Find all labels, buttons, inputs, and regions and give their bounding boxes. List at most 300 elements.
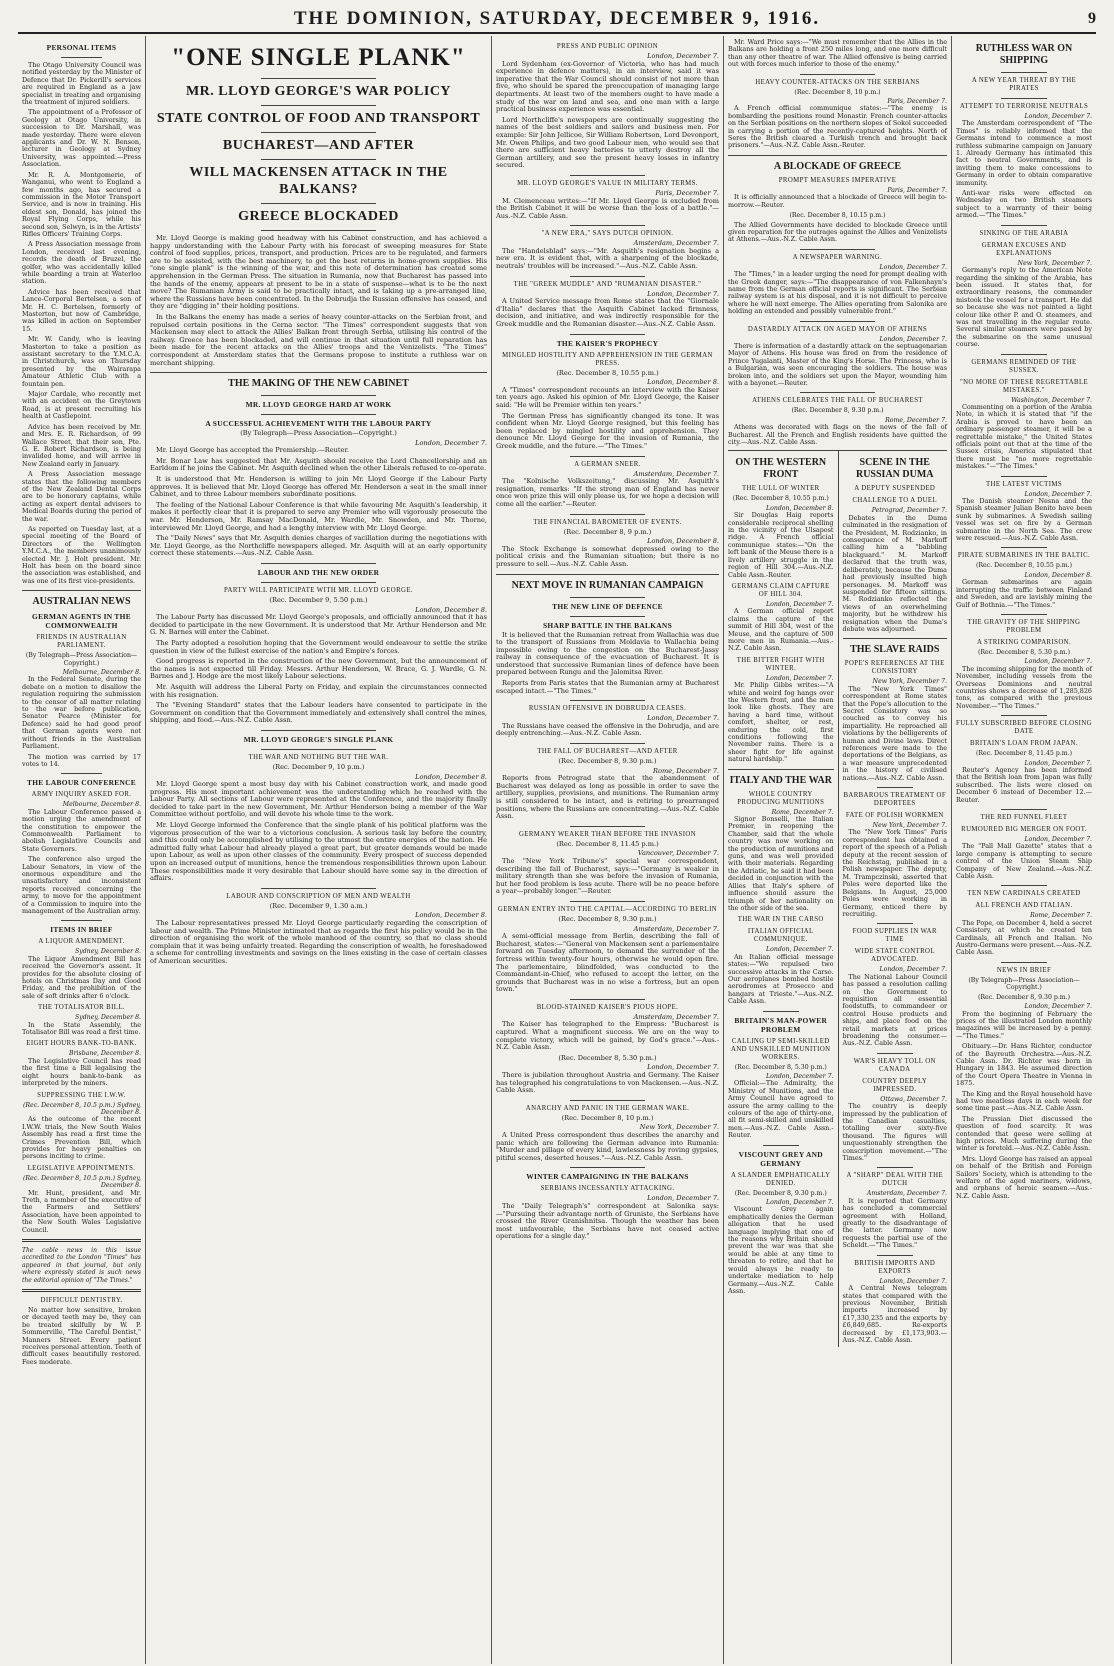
masthead bbox=[18, 6, 1096, 34]
section-heading: GERMANS REMINDED OF THE SUSSEX. bbox=[971, 358, 1077, 374]
headline-deck: WILL MACKENSEN ATTACK IN THE BALKANS? bbox=[189, 165, 448, 197]
article-paragraph: A Central News telegram states that compared with the previous November, British imports increased by £17,330,235 and the exports by £6,849,685. Re-exports decreased by £1,173,903.—Aus.-N.Z. Cable Assn. bbox=[842, 1284, 947, 1344]
article-paragraph: Mr. Lloyd George is making good headway with his Cabinet construction, and has achieved a happy understanding with the Labour Party with his forecast of sweeping measures for State control of food supplies, prices, transport, and production. Prices are to be regulated, and farmers are to be assisted, with the best machinery, to get the best returns in home-grown supplies. His "one single plank" is the winning of the war, and this note of determination has created some apprehension in the German Press. The situation in Rumania, now that Bucharest has passed into the hands of the enemy, appears at present to be in a state of suspense—what is to be the next move? The Rumanian Army is said to be practically intact, and is taking up a pre-arranged line, where the Russians have been concentrated. In the Dobrudja the Russian offensive has ceased, and they are "digging in" their holding positions. bbox=[150, 234, 487, 311]
article-paragraph: There is information of a dastardly attack on the septuagenarian Mayor of Athens. His house was fired on from the residence of Prince Yugalanti, Master of the King's Horse. The Princess, who is a Bulgarian, was seen encouraging the soldiers. The house was broken into, and the soldiers set upon the Mayor, wounding him with a bayonet.—Reuter. bbox=[728, 341, 947, 387]
article-paragraph: A Press Association message states that the following members of the New Zealand Dental Corps are to be honorary captains, while acting as expert dental advisers to Medical Boards during the period of the war. bbox=[22, 470, 141, 523]
dateline: Ottawa, December 7. bbox=[880, 1095, 947, 1103]
article-paragraph: The Pope, on December 4, held a secret Consistory, at which he created ten Cardinals, all French and Italian. No Austro-Germans were present.—Aus.-N.Z. Cable Assn. bbox=[956, 918, 1092, 957]
subheading: GERMAN AGENTS IN THE COMMONWEALTH bbox=[32, 612, 131, 631]
article-paragraph: Major Cardale, who recently met with an accident on the Greytown Road, is at present recruiting his health at Castlepoint. bbox=[22, 390, 141, 421]
received-time: (Rec. December 8, 11.45 p.m.) bbox=[556, 839, 659, 848]
advertisement-text: No matter how sensitive, broken or decayed teeth may be, they can be treated skilfully by W. P. Sommerville, "The Careful Dentist," Manners Street. Every patient receives personal attention. Teeth of difficult cases beautifully restored. Fees moderate. bbox=[22, 1306, 141, 1366]
article-paragraph: The German Press has significantly changed its tone. It was confident when Mr. Lloyd George resigned, but this feeling has been replaced by mingled hostility and apprehension. They denounce Mr. Lloyd George for the invasion of Rumania, the Greek muddle, and the future.—"The Times." bbox=[496, 411, 719, 450]
article-paragraph: The Stock Exchange is somewhat depressed owing to the political crisis and the Rumanian situation; but there is no pressure to sell.—Aus.-N.Z. Cable Assn. bbox=[496, 544, 719, 568]
dateline: London, December 8. bbox=[647, 537, 719, 546]
article-paragraph: The National Labour Council has passed a resolution calling on the Government to requisition all essential foodstuffs, to commandeer or control House products and ships, and place food on the retail markets at prices broadening the consumer.—Aus.-N.Z. Cable Assn. bbox=[842, 972, 947, 1048]
divider bbox=[22, 1239, 141, 1242]
divider bbox=[1001, 547, 1047, 548]
dateline: London, December 7. bbox=[647, 52, 719, 60]
subheading: SUPPRESSING THE I.W.W. bbox=[37, 1091, 126, 1099]
section-heading: NEXT MOVE IN RUMANIAN CAMPAIGN bbox=[511, 579, 704, 591]
article-paragraph: Official:—The Admiralty, the Ministry of Munitions, and the Army Council have agreed to assure the army calling to the colours of the age of thirty-one, all fit semi-skilled and unskilled men.—Aus.-N.Z. Cable Assn.-Reuter. bbox=[728, 1079, 834, 1140]
section-heading: A BLOCKADE OF GREECE bbox=[773, 160, 902, 172]
divider bbox=[261, 414, 376, 415]
section-heading: A NEWSPAPER WARNING. bbox=[792, 253, 883, 261]
received-time: (Rec. December 8, 9.30 p.m.) bbox=[558, 757, 657, 766]
article-paragraph: The "Pall Mall Gazette" states that a large company is attempting to secure control of the Union Steam Ship Company of New Zealand.—Aus.-N.Z. Cable Assn. bbox=[956, 842, 1092, 881]
article-paragraph: The motion was carried by 17 votes to 14. bbox=[22, 752, 141, 768]
article-paragraph: The King and the Royal household have had two meatless days in each week for some time past.—Aus.-N.Z. Cable Assn. bbox=[956, 1089, 1092, 1113]
received-time: (Rec. December 8, 11.45 p.m.) bbox=[975, 750, 1073, 758]
subheading: ALL FRENCH AND ITALIAN. bbox=[975, 902, 1073, 910]
article-paragraph: Obituary.—Dr. Hans Richter, conductor of the Bayreuth Orchestra.—Aus.-N.Z. Cable Assn. Dr. Richter was born in Hungary in 1843. He assumed direction of the Court Opera Theatre in Vienna in 1875. bbox=[956, 1042, 1092, 1088]
received-time: (Rec. December 8, 9.30 p.m.) bbox=[734, 1189, 827, 1197]
dateline: Amsterdam, December 7. bbox=[633, 239, 719, 248]
section-heading: RUTHLESS WAR ON SHIPPING bbox=[975, 43, 1073, 66]
received-time: (Rec. December 9, 10 p.m.) bbox=[272, 762, 365, 771]
column-1 bbox=[18, 36, 146, 1664]
divider bbox=[61, 920, 101, 921]
subheading: ATTEMPT TO TERRORISE NEUTRALS bbox=[959, 103, 1089, 110]
divider bbox=[261, 730, 376, 731]
article-paragraph: Mr. Philip Gibbs writes:—"A white and weird fog hangs over the Western front, and the men look like ghosts. They are having a hard time, without comfort, shelter, or rest, enduring the cold, first conditions following the November rains. There is a sheer fight for life against natural hardship." bbox=[728, 681, 834, 764]
received-time: (Rec. December 8, 5.30 p.m.) bbox=[977, 648, 1071, 656]
dateline: New York, December 7. bbox=[639, 1123, 719, 1132]
subheading: A STRIKING COMPARISON. bbox=[976, 638, 1072, 646]
divider bbox=[570, 616, 646, 617]
article-paragraph: The "Daily News" says that Mr. Asquith denies charges of vacillation during the negotiations with Mr. Lloyd George, as the Northcliffe newspapers alleged. Mr. Asquith will at an early opportunity correct these statements.—Aus.-N.Z. Cable Assn. bbox=[150, 534, 487, 558]
divider bbox=[570, 334, 646, 335]
divider bbox=[1001, 614, 1047, 615]
divider bbox=[570, 999, 646, 1000]
article-paragraph: A United Press correspondent thus describes the anarchy and panic which are following the German advance into Rumania: "Murder and pillage of every kind, lawlessness by roving gypsies, pitiful scenes, deserted houses."—Aus.-N.Z. Cable Assn. bbox=[496, 1131, 719, 1162]
subheading: LEGISLATIVE APPOINTMENTS. bbox=[27, 1164, 136, 1172]
article-paragraph: The "Times," in a leader urging the need for prompt dealing with the Greek danger, says:—"The disappearance of von Falkenhayn's name from the German official reports is significant. The Serbian railway system is at his disposal, and it is not difficult to perceive where he will next emerge. The Allies operating from Salonika are holding an extended and possibly vulnerable front." bbox=[728, 270, 947, 316]
dateline: London, December 7. bbox=[1024, 490, 1092, 498]
divider bbox=[763, 1145, 799, 1146]
received-time: (Rec. December 8, 10.15 p.m.) bbox=[789, 212, 886, 220]
divider bbox=[1001, 962, 1047, 963]
divider bbox=[61, 57, 101, 58]
section-heading: THE MAKING OF THE NEW CABINET bbox=[228, 378, 409, 390]
article-paragraph: A "Times" correspondent recounts an interview with the Kaiser ten years ago. Asked his opinion of Mr. Lloyd George, the Kaiser said: "He will be Premier within ten years." bbox=[496, 385, 719, 409]
divider bbox=[496, 574, 719, 575]
article-paragraph: The Labour Party has discussed Mr. Lloyd George's proposals, and officially announced that it has decided to participate in the new Government. It is understood that Mr. Arthur Henderson and Mr. G. N. Barnes will enter the Cabinet. bbox=[150, 613, 487, 637]
received-time: (Rec. December 8, 9.30 p.m.) bbox=[977, 993, 1071, 1001]
subheading: MR. LLOYD GEORGE HARD AT WORK bbox=[245, 400, 392, 410]
article-paragraph: The Prussian Diet discussed the question of food scarcity. It was contended that geese were selling at high prices. Much suffering during the winter is foretold.—Aus.-N.Z. Cable Assn. bbox=[956, 1114, 1092, 1153]
article-paragraph: The Party adopted a resolution hoping that the Government would endeavour to settle the strike question in view of the fullest exercise of the nation's and Empire's forces. bbox=[150, 638, 487, 655]
article-paragraph: Signor Bonselli, the Italian Premier, in reopening the Chamber, said that the whole country was now working on the production of munitions and guns, and was well provided with their materials. Regarding the Adriatic, he said it had been decided in conjunction with the Allies that Italy's sphere of influence should assure the triumph of her nationality on the other side of the sea. bbox=[728, 815, 834, 912]
divider bbox=[570, 514, 646, 515]
article-paragraph: The Amsterdam correspondent of "The Times" is reliably informed that the Germans intend to commence a most ruthless submarine campaign on January 1. Already Germany has intimated this fact to neutral Governments, and is inviting them to make concessions to Germany in order to obtain comparative immunity. bbox=[956, 119, 1092, 187]
article-paragraph: There is jubilation throughout Austria and Germany. The Kaiser has telegraphed his congratulations to von Mackensen.—Aus.-N.Z. Cable Assn. bbox=[496, 1071, 719, 1095]
dateline: New York, December 7. bbox=[872, 822, 947, 830]
divider bbox=[800, 321, 874, 322]
article-paragraph: The "New York Times" correspondent at Rome states that the Pope's allocution to the Secret Consistory was so couched as to convey his impartiality. He reproached all violations by the belligerents of human and Divine laws. Direct references were made to the deportations of the Belgians, as a war measure unprecedented in the history of civilised nations.—Aus.-N.Z. Cable Assn. bbox=[842, 684, 947, 782]
article-paragraph: Reports from Paris states that the Rumanian army at Bucharest escaped intact.—"The Times." bbox=[496, 679, 719, 695]
section-heading: GERMAN ENTRY INTO THE CAPITAL—ACCORDING TO BERLIN bbox=[497, 905, 718, 913]
divider bbox=[261, 563, 376, 564]
column-3 bbox=[492, 36, 724, 1664]
article-paragraph: The Liquor Amendment Bill has received the Governor's assent. It provides for the absolute closing of hotels on Christmas Day and Good Friday, and the prohibition of the sale of soft drinks after 6 o'clock. bbox=[22, 954, 141, 1000]
dateline: New York, December 7. bbox=[872, 678, 947, 686]
dateline: London, December 7. bbox=[415, 438, 487, 447]
section-heading: THE LATEST VICTIMS bbox=[985, 480, 1063, 488]
divider bbox=[570, 225, 646, 226]
section-heading: FULLY SUBSCRIBED BEFORE CLOSING DATE bbox=[956, 720, 1092, 736]
subheading: RUMOURED BIG MERGER ON FOOT. bbox=[961, 826, 1087, 833]
column-2 bbox=[146, 36, 492, 1664]
dateline: Paris, December 7. bbox=[887, 186, 947, 194]
subheading: THE WAR IN THE CARSO bbox=[737, 916, 824, 924]
dateline: Petrograd, December 7. bbox=[871, 507, 947, 515]
received-time: (Rec. December 8, 9 p.m.) bbox=[563, 527, 652, 536]
divider bbox=[763, 1011, 799, 1012]
dateline: London, December 8. bbox=[415, 605, 487, 614]
section-heading: MR. LLOYD GEORGE'S SINGLE PLANK bbox=[243, 734, 394, 744]
section-heading: LABOUR AND CONSCRIPTION OF MEN AND WEALTH bbox=[226, 892, 411, 900]
section-heading: PRESS AND PUBLIC OPINION bbox=[556, 43, 659, 50]
dateline: Rome, December 7. bbox=[771, 808, 834, 816]
dateline: London, December 7. bbox=[766, 946, 834, 954]
divider bbox=[1001, 809, 1047, 810]
article-paragraph: The Russians have ceased the offensive in the Dobrudja, and are deeply entrenching.—Aus.-N.Z. Cable Assn. bbox=[496, 721, 719, 738]
subheading: POPE'S REFERENCES AT THE CONSISTORY bbox=[844, 660, 945, 676]
article-paragraph: The "New York Tribune's" special war correspondent, describing the fall of Bucharest, says:—"Germany is weaker in military strength than she was before the invasion of Rumania, but her food problem is less acute. There will be no peace before a year—probably longer."—Reuter. bbox=[496, 856, 719, 896]
subheading: THE WAR AND NOTHING BUT THE WAR. bbox=[248, 753, 389, 761]
divider bbox=[1001, 476, 1047, 477]
article-paragraph: Mr. W. Candy, who is leaving Masterton to take a position as assistant secretary to the Y.M.C.A. in Christchurch, was on Thursday presented by the Wairarapa Amateur Athletic Club with a fountain pen. bbox=[22, 335, 141, 388]
article-paragraph: The country is deeply impressed by the publication of the Canadian casualties, totalling over sixty-five thousand. The figures will unquestionably strengthen the conscription movement.—"The Times." bbox=[842, 1102, 947, 1163]
dateline: Melbourne, December 8. bbox=[62, 801, 141, 809]
received-time: (Rec. December 8, 9.30 p.m.) bbox=[791, 407, 884, 415]
article-paragraph: Debates in the Duma culminated in the resignation of the President, M. Rodzianko, in consequence of M. Markoff calling him a "babbling blackguard." M. Markoff declared that the truth was, deliberately, because the Duma had previously insulted high personages. M. Markoff was suspended for fifteen sittings. M. Rodzianko reflected the views of an overwhelming majority, but he withdrew his resignation when the Duma's debate was adjourned. bbox=[842, 513, 947, 633]
dateline: Vancouver, December 7. bbox=[637, 849, 719, 858]
divider bbox=[261, 582, 376, 583]
article-paragraph: Advice has been received by Mr. and Mrs. E. R. Richardson, of 99 Wallace Street, that their son, Pte. G. E. Robert Richardson, is being invalided home, and will arrive in New Zealand early in January. bbox=[22, 422, 141, 468]
dateline: London, December 7. bbox=[1024, 836, 1092, 843]
dateline: London, December 7. bbox=[1024, 658, 1092, 666]
subheading: WHOLE COUNTRY PRODUCING MUNITIONS bbox=[737, 790, 825, 806]
section-heading: THE SLAVE RAIDS bbox=[850, 644, 940, 656]
divider bbox=[800, 392, 874, 393]
section-heading: THE LABOUR CONFERENCE bbox=[27, 778, 136, 788]
section-heading: RUSSIAN OFFENSIVE IN DOBRUDJA CEASES. bbox=[528, 705, 687, 713]
credit-line: (By Telegraph—Press Association—Copyright.) bbox=[240, 429, 397, 438]
article-paragraph: A French official communique states:—"The enemy is bombarding the positions round Monastir. French counter-attacks on the Serbian positions on the northern slopes of Sokol succeeded in carrying a portion of the recently-captured heights. North of Seres the British cleared a Turkish trench and brought back prisoners."—Aus.-N.Z. Cable Assn.-Reuter. bbox=[728, 104, 947, 150]
divider bbox=[1001, 72, 1047, 73]
article-paragraph: The "Handelsblad" says:—"Mr. Asquith's resignation begins a new era. It is evident that, with a sharpening of the blockade, neutrals' troubles will be increased."—Aus.-N.Z. Cable Assn. bbox=[496, 246, 719, 271]
article-paragraph: Reports from Petrograd state that the abandonment of Bucharest was delayed as long as possible in order to save the artillery, supplies, provisions, and munitions. The Rumanian army is still considered to be intact, and is retiring to prearranged positions, where the Russians are concentrating.—Aus.-N.Z. Cable Assn. bbox=[496, 774, 719, 821]
article-paragraph: From the beginning of February the prices of the illustrated London monthly magazines will be increased by a penny.—"The Times." bbox=[956, 1009, 1092, 1040]
subheading: WIDE STATE CONTROL ADVOCATED. bbox=[854, 948, 935, 964]
subheading: A SLANDER EMPHATICALLY DENIED. bbox=[730, 1171, 831, 1187]
received-time: (Rec. December 9, 1.30 a.m.) bbox=[269, 901, 368, 910]
headline-deck: STATE CONTROL OF FOOD AND TRANSPORT bbox=[156, 111, 481, 126]
section-heading: THE KAISER'S PROPHECY bbox=[556, 338, 659, 348]
dateline: London, December 7. bbox=[879, 263, 947, 271]
article-paragraph: Mr. Ward Price says:—"We must remember that the Allies in the Balkans are holding a front 250 miles long, and one more difficult than any other theatre of war. The Allied offensive is being carried out with forces much inferior to those of the enemy." bbox=[728, 38, 947, 69]
received-time: (Rec. December 8, 10 p.m.) bbox=[561, 1113, 654, 1122]
section-heading: A "SHARP" DEAL WITH THE DUTCH bbox=[846, 1172, 944, 1188]
dateline: London, December 8. bbox=[415, 772, 487, 781]
divider bbox=[570, 456, 646, 457]
article-paragraph: M. Clemenceau writes:—"If Mr. Lloyd George is excluded from the British Cabinet it will be worse than the loss of a battle."—Aus.-N.Z. Cable Assn. bbox=[496, 196, 719, 220]
article-paragraph: A German official report claims the capture of the summit of Hill 304, west of the Meuse, and the capture of 500 more men in Rumania.—Aus.-N.Z. Cable Assn. bbox=[728, 607, 834, 653]
article-paragraph: Athens was decorated with flags on the news of the fall of Bucharest. All the French and English residents have quitted the city.—Aus.-N.Z. Cable Assn. bbox=[728, 423, 947, 447]
article-paragraph: German submarines are again interrupting the traffic between Finland and Sweden, and are lavishly mining the Gulf of Bothnia.—"The Times." bbox=[956, 578, 1092, 609]
dateline: Amsterdam, December 7. bbox=[866, 1190, 947, 1198]
article-paragraph: The Labour representatives pressed Mr. Lloyd George particularly regarding the conscription of labour and wealth. The Prime Minister intimated that as regards the first his policy would be in the direction of organising the work of the whole manhood of the country, so that no class should complain that it was being unfairly treated. Regarding the conscription of wealth, he foreshadowed a scheme for controlling investments and savings on the lines existing in the case of certain classes of American securities. bbox=[150, 919, 487, 965]
section-heading: DASTARDLY ATTACK ON AGED MAYOR OF ATHENS bbox=[747, 325, 928, 333]
section-heading: "A NEW ERA," SAYS DUTCH OPINION. bbox=[541, 230, 674, 238]
article-paragraph: Mr. Bonar Law has suggested that Mr. Asquith should receive the Lord Chancellorship and an Earldom if he joins the Cabinet. Mr. Asquith declined when the other Liberals refused to co-operate. bbox=[150, 456, 487, 473]
divider bbox=[261, 230, 376, 231]
divider bbox=[877, 923, 913, 924]
article-paragraph: The "New York Times" Paris correspondent has obtained a report of the speech of a Polish deputy at the recent session of the Reichstag, published in a Polish newspaper. The deputy, M. Trampczinski, asserted that Poles were deported like the Belgians. In August, 25,000 Poles were working in Germany, enticed there by recruiting. bbox=[842, 828, 947, 918]
subheading: PARTY WILL PARTICIPATE WITH MR. LLOYD GEORGE. bbox=[224, 587, 413, 594]
article-paragraph: The Allied Governments have decided to blockade Greece until given reparation for the outrages against the Allies and Venizelists at Athens.—Aus.-N.Z. Cable Assn. bbox=[728, 220, 947, 244]
divider bbox=[261, 888, 376, 889]
received-time: (Rec. December 8, 5.30 p.m.) bbox=[734, 1063, 827, 1071]
section-heading: THE GRAVITY OF THE SHIPPING PROBLEM bbox=[967, 618, 1081, 634]
section-heading: THE FALL OF BUCHAREST—AND AFTER bbox=[537, 748, 678, 756]
subheading: FRIENDS IN AUSTRALIAN PARLIAMENT. bbox=[36, 634, 127, 650]
article-paragraph: Reuter's Agency has been informed that the British loan from Japan was fully subscribed. The lists were closed on December 6 instead of December 12.—Reuter. bbox=[956, 765, 1092, 804]
article-paragraph: Mrs. Lloyd George has raised an appeal on behalf of the British and Foreign Sailors' Society, which is attending to the welfare of the aged mariners, widows, and orphans of heroic seamen.—Aus.-N.Z. Cable Assn. bbox=[956, 1154, 1092, 1200]
subheading: BRITAIN'S LOAN FROM JAPAN. bbox=[970, 740, 1078, 748]
received-time: (Rec. December 8, 9.30 p.m.) bbox=[558, 914, 657, 923]
divider bbox=[728, 769, 834, 770]
editorial-note: The cable news in this issue accredited to the London "Times" has appeared in that journal, but only where expressly stated is such news the editorial opinion of "The Times." bbox=[22, 1247, 141, 1284]
section-heading: LABOUR AND THE NEW ORDER bbox=[257, 568, 380, 577]
divider bbox=[570, 1100, 646, 1101]
credit-line: (By Telegraph—Press Association—Copyright.) bbox=[25, 652, 138, 667]
article-paragraph: Commenting on a portion of the Arabia Note, in which it is stated that "if the Arabia is proved to have been an ordinary passenger steamer, it will be a regrettable mistake," the United States officials point out that at the time of the Sussex crisis, America stipulated that there must be "no more regrettable mistakes."—"The Times." bbox=[956, 402, 1092, 471]
article-paragraph: Viscount Grey again emphatically denies the German allegation that he used language implying that one of the reasons why Britain should prevent the war was that she would be able at any time to threaten to retire, and that he would always be ready to undertake mediation to help Germany.—Aus.-N.Z. Cable Assn. bbox=[728, 1205, 834, 1295]
masthead-title: THE DOMINION, SATURDAY, DECEMBER 9, 1916. bbox=[293, 8, 821, 29]
subheading: EIGHT HOURS BANK-TO-BANK. bbox=[26, 1040, 137, 1048]
article-paragraph: Lord Sydenham (ex-Governor of Victoria, who has had much experience in defence matters), in an interview, said it was imperative that the War Council should consist of not more than five, who should be spared the preoccupation of managing large departments. At least two of the members ought to have made a study of the war on land and sea, and one man with a large practical business experience was essential. bbox=[496, 59, 719, 114]
dateline: London, December 7. bbox=[647, 1063, 719, 1072]
article-paragraph: The Labour Conference passed a motion urging the amendment of the constitution to empower the Commonwealth Parliament to abolish Legislative Councils and State Governors. bbox=[22, 807, 141, 853]
dateline: London, December 7. bbox=[879, 335, 947, 343]
article-paragraph: The conference also urged the Labour Senators, in view of the enormous expenditure and the unsatisfactory and inconsistent reports received concerning the army, to move for the appointment of a Commission to inquire into the management of the Australian army. bbox=[22, 855, 141, 915]
divider bbox=[1001, 885, 1047, 886]
divider bbox=[800, 249, 874, 250]
article-paragraph: The appointment of a Professor of Geology at Otago University, in succession to Dr. Marshall, was made yesterday. There were eleven applicants and Dr. W. N. Benson, lecturer in Geology at Sydney University, was appointed.—Press Association. bbox=[22, 108, 141, 169]
article-paragraph: The incoming shipping for the month of November, including vessels from the Overseas Dominions and neutral countries shows a decrease of 1,285,826 tons, as compared with the previous November.—"The Times." bbox=[956, 664, 1092, 710]
section-heading: THE FINANCIAL BAROMETER OF EVENTS. bbox=[533, 518, 682, 526]
divider bbox=[877, 1053, 913, 1054]
article-paragraph: In the State Assembly, the Totalisator Bill was read a first time. bbox=[22, 1020, 141, 1037]
divider bbox=[570, 597, 646, 598]
split-columns bbox=[728, 450, 947, 1347]
article-paragraph: As reported on Tuesday last, at a special meeting of the Board of Directors of the Wellington Y.M.C.A., the members unanimously elected Mr. J. Holt president. Mr. Holt has been on the board since the association was established, and was one of its first vice-presidents. bbox=[22, 524, 141, 585]
article-paragraph: It is understood that Mr. Henderson is willing to join Mr. Lloyd George if the Labour Party approves. It is believed that Mr. Lloyd George has offered Mr. Henderson a seat in the small inner Cabinet, and to three Labour members subordinate positions. bbox=[150, 475, 487, 499]
divider bbox=[570, 901, 646, 902]
divider bbox=[22, 590, 141, 591]
subheading: A NEW YEAR THREAT BY THE PIRATES bbox=[971, 77, 1077, 92]
section-heading: TEN NEW CARDINALS CREATED bbox=[967, 890, 1081, 898]
subheading: ITALIAN OFFICIAL COMMUNIQUE. bbox=[747, 928, 814, 944]
article-paragraph: Advice has been received that Lance-Corporal Bertelsen, a son of Mr. H. C. Bertelsen, formerly of Masterton, but now of Cambridge, was killed in action on September 15. bbox=[22, 287, 141, 333]
section-heading: BRITISH IMPORTS AND EXPORTS bbox=[854, 1259, 936, 1275]
section-heading: BARBAROUS TREATMENT OF DEPORTEES bbox=[843, 792, 947, 808]
divider bbox=[843, 638, 948, 639]
article-paragraph: Sir Douglas Haig reports considerable reciprocal shelling in the vicinity of the Ulsapost ridge. A French official communique states:—"On the left bank of the Meuse there is a lively artillery struggle in the region of Hill 304.—Aus.-N.Z. Cable Assn.-Reuter. bbox=[728, 511, 834, 579]
dateline: Amsterdam, December 7. bbox=[633, 469, 719, 478]
article-paragraph: A semi-official message from Berlin, describing the fall of Bucharest, states:—"General von Mackensen sent a parlementaire forward on Tuesday afternoon, to demand the surrender of the fortress within twenty-four hours, otherwise he would open fire. The parlementaire, blindfolded, was conducted to the Commandant-in-Chief, who refused to accept the letter, on the grounds that Bucharest was in no wise a fortress, but an open town." bbox=[496, 932, 719, 994]
dateline: London, December 7. bbox=[1024, 113, 1092, 120]
section-heading: BLOOD-STAINED KAISER'S PIOUS HOPE. bbox=[536, 1003, 679, 1011]
section-heading: MR. LLOYD GEORGE'S VALUE IN MILITARY TERMS. bbox=[517, 179, 698, 187]
received-time: (Rec. December 8, 5.30 p.m.) bbox=[558, 1053, 657, 1062]
divider bbox=[570, 743, 646, 744]
subheading: MINGLED HOSTILITY AND APPREHENSION IN THE GERMAN PRESS. bbox=[502, 351, 713, 367]
dateline: London, December 7. bbox=[879, 966, 947, 974]
subheading: COUNTRY DEEPLY IMPRESSED. bbox=[862, 1077, 928, 1093]
divider bbox=[261, 749, 376, 750]
divider bbox=[877, 1255, 913, 1256]
advertisement-heading: DIFFICULT DENTISTRY. bbox=[40, 1297, 123, 1305]
divider bbox=[570, 1167, 646, 1168]
dateline: London, December 8. bbox=[766, 504, 834, 512]
dateline: New York, December 7. bbox=[1017, 259, 1092, 267]
subheading: A LIQUOR AMENDMENT. bbox=[38, 938, 125, 946]
divider bbox=[261, 395, 376, 396]
headline-deck: BUCHAREST—AND AFTER bbox=[222, 138, 415, 153]
section-heading: THE "GREEK MUDDLE" AND "RUMANIAN DISASTER." bbox=[513, 280, 702, 288]
divider bbox=[800, 74, 874, 75]
article-paragraph: Mr. Hunt, president, and Mr. Treth, a member of the executive of the Farmers and Settlers' Association, have been appointed to the New South Wales Legislative Council. bbox=[22, 1188, 141, 1234]
subheading: THE BITTER FIGHT WITH WINTER. bbox=[736, 656, 825, 672]
article-paragraph: The Kaiser has telegraphed to the Empress: "Bucharest is captured. What a magnificent success. We are on the way to complete victory, which will be gained, by God's grace."—Aus.-N.Z. Cable Assn. bbox=[496, 1020, 719, 1052]
section-heading: BRITAIN'S MAN-POWER PROBLEM bbox=[734, 1015, 828, 1034]
divider bbox=[1001, 225, 1047, 226]
section-heading: VISCOUNT GREY AND GERMANY bbox=[738, 1149, 823, 1168]
section-heading: HEAVY COUNTER-ATTACKS ON THE SERBIANS bbox=[755, 78, 920, 86]
subheading: ARMY INQUIRY ASKED FOR. bbox=[31, 791, 132, 799]
article-paragraph: The Danish steamer Nesna and the Spanish steamer Julian Benito have been sunk by submarines. A Swedish sailing vessel was set on fire by a German submarine in the North Sea. The crew were rescued.—Aus.-N.Z. Cable Assn. bbox=[956, 497, 1092, 543]
article-paragraph: Anti-war risks were effected on Wednesday on two British steamers subject to a warranty of their being armed.—"The Times." bbox=[956, 189, 1092, 220]
dateline: Brisbane, December 8. bbox=[69, 1050, 141, 1058]
subheading: PROMPT MEASURES IMPERATIVE bbox=[778, 176, 897, 184]
received-time: (Rec. December 8, 10.55 p.m.) bbox=[732, 495, 829, 503]
article-paragraph: A Press Association message from London, received last evening, records the death of Bruzel, the golfer, who was accidentally killed while boarding a train at Waterloo station. bbox=[22, 240, 141, 286]
dateline: London, December 7. bbox=[647, 289, 719, 298]
article-paragraph: A United Service message from Rome states that the "Giornale d'Italia" declares that the Asquith Cabinet lacked firmness, decision, and initiative, and was indirectly responsible for the Greek muddle and the Rumanian disaster.—Aus.-N.Z. Cable Assn. bbox=[496, 297, 719, 329]
divider bbox=[261, 105, 376, 106]
subheading: A SUCCESSFUL ACHIEVEMENT WITH THE LABOUR PARTY bbox=[205, 419, 432, 429]
section-heading: ON THE WESTERN FRONT bbox=[735, 457, 827, 481]
section-heading: PIRATE SUBMARINES IN THE BALTIC. bbox=[957, 552, 1091, 560]
columns bbox=[18, 36, 1096, 1664]
dateline: Paris, December 7. bbox=[655, 188, 719, 197]
article-paragraph: In the Federal Senate, during the debate on a motion to disallow the regulation requiring the submission to the censor of all matter relating to the war before publication, Senator Pearce (Minister for Defence) said he had good proof that German agents were not without friends in the Australian Parliament. bbox=[22, 675, 141, 751]
article-paragraph: Mr. R. A. Montgomerie, of Wanganui, who went to England a few months ago, has secured a commission in the Motor Transport Service, and is now in training. His eldest son, Donald, has joined the Royal Flying Corps, while his second son, Selwyn, is in the Artists' Rifles Officers' Training Corps. bbox=[22, 170, 141, 238]
divider bbox=[570, 175, 646, 176]
dateline: Paris, December 7. bbox=[887, 98, 947, 106]
section-heading: ATHENS CELEBRATES THE FALL OF BUCHAREST bbox=[752, 397, 923, 405]
dateline: London, December 7. bbox=[647, 1194, 719, 1203]
article-paragraph: The "Daily Telegraph's" correspondent at Salonika says:—"Pursuing their advantage north of Gruniste, the Serbians have crossed the River Granishnitsa. Though the weather has been most unfavourable, the Serbians have not ceased active operations for a single day." bbox=[496, 1201, 719, 1241]
section-heading: WINTER CAMPAIGNING IN THE BALKANS bbox=[526, 1172, 689, 1182]
section-heading: A GERMAN SNEER. bbox=[574, 460, 641, 468]
divider bbox=[1001, 354, 1047, 355]
column-5 bbox=[838, 451, 948, 1347]
article-paragraph: It is reported that Germany has concluded a commercial agreement with Holland, greatly to the disadvantage of the latter. Germany now requests the partial use of the Scheldt.—"The Times." bbox=[842, 1196, 947, 1250]
subheading: SERBIANS INCESSANTLY ATTACKING. bbox=[540, 1185, 675, 1193]
dateline: Washington, December 7. bbox=[1011, 396, 1092, 404]
dateline: Sydney, December 8. bbox=[74, 948, 141, 956]
article-paragraph: The Otago University Council was notified yesterday by the Minister of Defence that Dr. Pickerill's services are required in England as a jaw specialist in treating and organising the treatment of injured soldiers. bbox=[22, 61, 141, 107]
page-number: 9 bbox=[1088, 10, 1096, 27]
subheading: THE NEW LINE OF DEFENCE bbox=[552, 601, 663, 611]
article-paragraph: Mr. Lloyd George has accepted the Premiership.—Reuter. bbox=[156, 446, 349, 455]
article-paragraph: Mr. Asquith will address the Liberal Party on Friday, and explain the circumstances connected with his resignation. bbox=[150, 682, 487, 699]
dateline: London, December 7. bbox=[766, 600, 834, 608]
dateline: London, December 8. bbox=[415, 911, 487, 920]
article-paragraph: The Legislative Council has read the first time a Bill legalising the eight hours bank-to-bank as interpreted by the miners. bbox=[22, 1056, 141, 1088]
dateline: London, December 7. bbox=[766, 1072, 834, 1080]
subheading: FATE OF POLISH WORKMEN bbox=[845, 812, 944, 820]
subheading: GERMANS CLAIM CAPTURE OF HILL 304. bbox=[731, 582, 830, 598]
subheading: "NO MORE OF THESE REGRETTABLE MISTAKES." bbox=[959, 378, 1089, 394]
section-heading: ITALY AND THE WAR bbox=[729, 774, 832, 786]
article-paragraph: An Italian official message states:—"We repulsed two successive attacks in the Carso. Our aeroplanes bombed hostile aerodromes at Prosecco and hangars at Trieste."—Aus.-N.Z. Cable Assn. bbox=[728, 952, 834, 1006]
divider bbox=[150, 372, 487, 373]
dateline: London, December 8. bbox=[647, 378, 719, 387]
divider bbox=[877, 787, 913, 788]
divider bbox=[570, 826, 646, 827]
section-heading: PERSONAL ITEMS bbox=[46, 43, 117, 52]
article-paragraph: It is officially announced that a blockade of Greece will begin to-morrow.—Reuter. bbox=[728, 193, 947, 209]
section-heading: ITEMS IN BRIEF bbox=[50, 925, 113, 935]
received-time: (Rec. December 8, 10 p.m.) bbox=[794, 88, 881, 96]
section-heading: WAR'S HEAVY TOLL ON CANADA bbox=[853, 1057, 936, 1073]
subheading: CALLING UP SEMI-SKILLED AND UNSKILLED MUNITION WORKERS. bbox=[731, 1037, 831, 1061]
subheading: GERMAN EXCUSES AND EXPLANATIONS bbox=[981, 241, 1067, 257]
section-heading: GERMANY WEAKER THAN BEFORE THE INVASION bbox=[518, 830, 697, 838]
received-time: (Rec. December 8, 10.55 p.m.) bbox=[556, 368, 659, 377]
subheading: THE LULL OF WINTER bbox=[741, 485, 820, 493]
subheading: A DEPUTY SUSPENDED bbox=[854, 485, 936, 493]
dateline: Rome, December 7. bbox=[1030, 912, 1092, 920]
dateline: London, December 7. bbox=[766, 1199, 834, 1207]
main-headline: "ONE SINGLE PLANK" bbox=[171, 44, 466, 71]
dateline: (Rec. December 8, 10.5 p.m.) Sydney, December 8. bbox=[22, 1174, 141, 1190]
subheading: SHARP BATTLE IN THE BALKANS bbox=[543, 620, 672, 630]
dateline: London, December 7. bbox=[1024, 1003, 1092, 1011]
subheading: CHALLENGE TO A DUEL bbox=[852, 497, 938, 505]
article-paragraph: Mr. Lloyd George spent a most busy day with his Cabinet construction work, and made good progress. His most important achievement was the understanding which he reached with the Labour Party. All sections of Labour were represented at the Conference, and the majority finally decided to take part in the new Government, Mr. Arthur Henderson being a member of the War Committee without portfolio, and will devote his whole time to the work. bbox=[150, 780, 487, 819]
divider bbox=[728, 155, 947, 156]
column-4-5 bbox=[724, 36, 952, 1664]
article-paragraph: Germany's reply to the American Note regarding the sinking of the Arabia, has been issued. It states that, for extraordinary reasons, the commander mistook the vessel for a transport. He did so because she was not painted a light colour like other P. and O. steamers, and was not travelling in the regular route. Several similar steamers were passed by the submarine on the same unusual course. bbox=[956, 266, 1092, 349]
dateline: London, December 7. bbox=[647, 714, 719, 723]
article-paragraph: Lord Northcliffe's newspapers are continually suggesting the names of the best soldiers and sailors and business men. For example: Sir John Jellicoe, Sir William Robertson, Lord Devonport, Mr. Owen Philips, and two good Labour men, who would see that there are sufficient heavy batteries to utterly destroy all the German artillery, and see the present heavy losses in infantry secured. bbox=[496, 115, 719, 170]
dateline: London, December 8. bbox=[1024, 571, 1092, 579]
dateline: Amsterdam, December 7. bbox=[633, 924, 719, 933]
section-heading: SINKING OF THE ARABIA bbox=[979, 229, 1069, 237]
article-paragraph: The feeling of the National Labour Conference is that while favouring Mr. Asquith's leadership, it makes it perfectly clear that it is prepared to serve any Premier who will vigorously prosecute the war. Mr. Henderson, Mr. Ramsay MacDonald, Mr. Wardle, Mr. Snowden, and Mr. Thorne, interviewed Mr. Lloyd George, and had a lengthy interview with Mr. Lloyd George. bbox=[150, 500, 487, 532]
divider bbox=[570, 276, 646, 277]
dateline: Sydney, December 8. bbox=[74, 1014, 141, 1022]
credit-line: (By Telegraph—Press Association—Copyright.) bbox=[968, 976, 1080, 992]
section-heading: FOOD SUPPLIES IN WAR TIME bbox=[852, 928, 937, 944]
